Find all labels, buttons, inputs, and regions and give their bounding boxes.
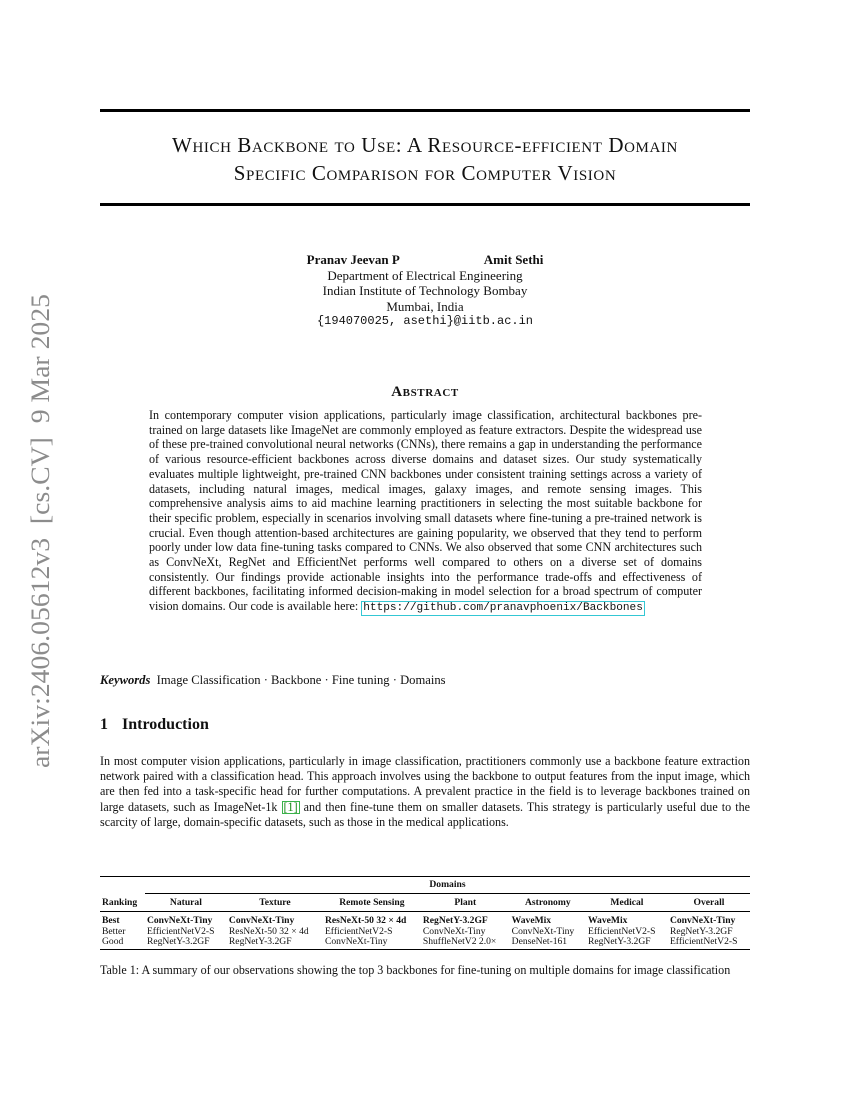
- table-header-cell: Plant: [421, 894, 510, 912]
- table-cell: DenseNet-161: [510, 937, 586, 950]
- table-header-cell: Remote Sensing: [323, 894, 421, 912]
- section-number: 1: [100, 716, 108, 733]
- arxiv-stamp-text: arXiv:2406.05612v3 [cs.CV] 9 Mar 2025: [26, 323, 55, 768]
- table-blank-cell: [100, 877, 145, 894]
- table-cell: Better: [102, 925, 126, 937]
- table-header-cell: Natural: [145, 894, 227, 912]
- table-cell: WaveMix: [511, 915, 552, 927]
- table-cell: ConvNeXt-Tiny: [228, 915, 295, 927]
- table-header-cell: Texture: [227, 894, 323, 912]
- table-cell: ConvNeXt-Tiny: [323, 937, 421, 950]
- table-cell: ResNeXt-50 32 × 4d: [324, 915, 407, 927]
- author-2: Amit Sethi: [483, 252, 544, 267]
- table-group-header: Domains: [145, 877, 750, 894]
- table-cell: RegNetY-3.2GF: [227, 937, 323, 950]
- table-cell: EfficientNetV2-S: [668, 937, 750, 950]
- keywords: [100, 673, 446, 688]
- author-block: [100, 252, 750, 330]
- table-cell: Best: [102, 915, 120, 927]
- table-cell: EfficientNetV2-S: [146, 925, 215, 937]
- table-cell: ResNeXt-50 32 × 4d: [228, 925, 309, 937]
- title-bottom-rule: [100, 203, 750, 206]
- table-row: [100, 937, 750, 950]
- author-names: [100, 252, 750, 268]
- table-header-cell: Astronomy: [510, 894, 586, 912]
- table-cell: ConvNeXt-Tiny: [669, 915, 736, 927]
- intro-text-2: and then fine-tune them on smaller datasets. This strategy is particularly useful due to the scarcity of large, domain-specific datasets, such as those in the medical applications.: [100, 799, 750, 829]
- author-institute: Indian Institute of Technology Bombay: [322, 283, 528, 298]
- intro-text-1: In most computer vision applications, particularly in image classification, practitioners commonly use a backbone feature extraction network paired with a classification head. This approach involves using the backbone to output features from the input image, which are then fed into a task-specific head for further computations. A prevalent practice in the field is to leverage backbones trained on large datasets, such as ImageNet-1k: [100, 754, 750, 814]
- abstract-text: In contemporary computer vision applications, particularly image classification, architectural backbones pre-trained on large datasets like ImageNet are commonly employed as feature extractors. Despite the widespread use of these pre-trained convolutional neural networks (CNNs), there remains a gap in understanding the performance of various resource-efficient backbones across diverse domains and dataset sizes. Our study systematically evaluates multiple lightweight, pre-trained CNN backbones under consistent training settings across a variety of datasets, including natural images, medical images, galaxy images, and remote sensing images. This comprehensive analysis aims to aid machine learning practitioners in selecting the most suitable backbone for their specific problem, especially in scenarios involving small datasets where fine-tuning a pre-trained network is crucial. Even though attention-based architectures are gaining popularity, we observed that they tend to perform poorly under low data fine-tuning tasks compared to CNNs. We also observed that some CNN architectures such as ConvNeXt, RegNet and EfficientNet performs well compared to others on a diverse set of domains consistently. Our findings provide actionable insights into the performance trade-offs and effectiveness of different backbones, facilitating informed decision-making in model selection for a broad spectrum of computer vision domains. Our code is available here:: [149, 408, 702, 614]
- table-cell: ConvNeXt-Tiny: [422, 925, 486, 937]
- table-caption: Table 1: A summary of our observations showing the top 3 backbones for fine-tuning on multiple domains for image classification: [100, 963, 731, 977]
- author-email[interactable]: {194070025, asethi}@iitb.ac.in: [316, 314, 534, 328]
- table-cell: RegNetY-3.2GF: [422, 915, 488, 927]
- table-header-cell: Ranking: [100, 894, 145, 912]
- title-line-2: Specific Comparison for Computer Vision: [233, 161, 617, 185]
- results-table: [100, 876, 750, 950]
- abstract-heading: Abstract: [391, 384, 459, 400]
- table-header-cell: Overall: [668, 894, 750, 912]
- table-cell: RegNetY-3.2GF: [145, 937, 227, 950]
- table-cell: ConvNeXt-Tiny: [146, 915, 213, 927]
- table-cell: EfficientNetV2-S: [324, 925, 393, 937]
- author-location: Mumbai, India: [386, 298, 464, 314]
- table-cell: RegNetY-3.2GF: [586, 937, 668, 950]
- author-1: Pranav Jeevan P: [306, 252, 400, 267]
- arxiv-stamp: [5, 290, 67, 770]
- citation-link[interactable]: [1]: [283, 799, 298, 814]
- section-heading: [100, 716, 209, 734]
- intro-paragraph: [100, 754, 750, 830]
- author-department: Department of Electrical Engineering: [327, 267, 523, 283]
- code-link[interactable]: https://github.com/pranavphoenix/Backbones: [363, 602, 643, 615]
- title-line-1: Which Backbone to Use: A Resource-efficient Domain: [172, 133, 678, 157]
- table-cell: WaveMix: [587, 915, 628, 927]
- keywords-label: Keywords: [100, 673, 151, 687]
- table-cell: ConvNeXt-Tiny: [511, 925, 575, 937]
- table-header-cell: Medical: [586, 894, 668, 912]
- paper-title: [100, 131, 750, 187]
- table-cell: Good: [100, 937, 145, 950]
- title-top-rule: [100, 109, 750, 112]
- section-title: Introduction: [122, 716, 209, 733]
- table-cell: EfficientNetV2-S: [587, 925, 656, 937]
- keywords-text: Image Classification · Backbone · Fine tuning · Domains: [156, 673, 446, 687]
- abstract-body: [149, 408, 702, 616]
- table-cell: RegNetY-3.2GF: [669, 925, 733, 937]
- table-cell: ShuffleNetV2 2.0×: [421, 937, 510, 950]
- table-row: [100, 912, 750, 927]
